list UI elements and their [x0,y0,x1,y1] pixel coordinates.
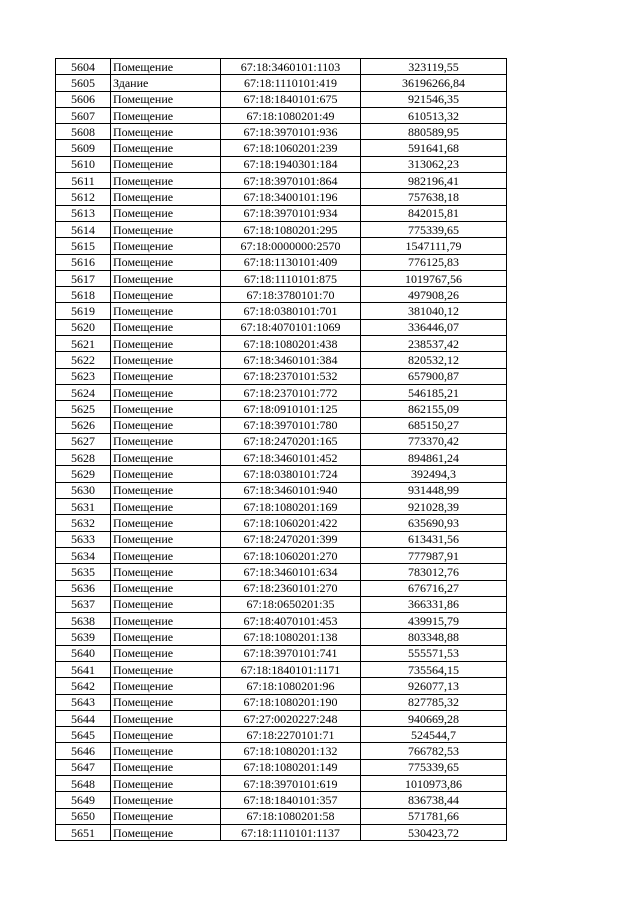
cadastral-value-cell: 676716,27 [361,580,507,596]
cadastral-value-cell: 880589,95 [361,124,507,140]
cadastral-value-cell: 36196266,84 [361,75,507,91]
object-type-cell: Помещение [111,303,221,319]
cadastral-value-cell: 336446,07 [361,319,507,335]
cadastral-value-cell: 783012,76 [361,564,507,580]
row-number-cell: 5649 [56,792,111,808]
cadastral-number-cell: 67:18:3460101:1103 [221,59,361,75]
cadastral-value-cell: 238537,42 [361,336,507,352]
object-type-cell: Помещение [111,824,221,840]
cadastral-number-cell: 67:27:0020227:248 [221,710,361,726]
cadastral-number-cell: 67:18:3460101:384 [221,352,361,368]
row-number-cell: 5651 [56,824,111,840]
row-number-cell: 5647 [56,759,111,775]
cadastral-number-cell: 67:18:2370101:532 [221,368,361,384]
cadastral-value-cell: 894861,24 [361,450,507,466]
cadastral-number-cell: 67:18:3460101:452 [221,450,361,466]
cadastral-value-cell: 766782,53 [361,743,507,759]
row-number-cell: 5633 [56,531,111,547]
cadastral-value-cell: 777987,91 [361,547,507,563]
object-type-cell: Помещение [111,433,221,449]
object-type-cell: Помещение [111,384,221,400]
cadastral-value-cell: 921028,39 [361,499,507,515]
table-row [56,59,507,75]
row-number-cell: 5604 [56,59,111,75]
row-number-cell: 5636 [56,580,111,596]
cadastral-number-cell: 67:18:3970101:864 [221,173,361,189]
cadastral-value-cell: 836738,44 [361,792,507,808]
table-row [56,678,507,694]
cadastral-number-cell: 67:18:1080201:138 [221,629,361,645]
cadastral-number-cell: 67:18:0380101:701 [221,303,361,319]
cadastral-number-cell: 67:18:1080201:149 [221,759,361,775]
table-row [56,450,507,466]
cadastral-number-cell: 67:18:1080201:132 [221,743,361,759]
row-number-cell: 5624 [56,384,111,400]
cadastral-number-cell: 67:18:0380101:724 [221,466,361,482]
table-row [56,303,507,319]
object-type-cell: Помещение [111,808,221,824]
object-type-cell: Помещение [111,368,221,384]
cadastral-number-cell: 67:18:0000000:2570 [221,238,361,254]
row-number-cell: 5629 [56,466,111,482]
cadastral-value-cell: 555571,53 [361,645,507,661]
table-row [56,205,507,221]
cadastral-value-cell: 820532,12 [361,352,507,368]
object-type-cell: Помещение [111,482,221,498]
row-number-cell: 5611 [56,173,111,189]
cadastral-value-cell: 735564,15 [361,661,507,677]
table-row [56,336,507,352]
table-row [56,466,507,482]
table-row [56,91,507,107]
object-type-cell: Помещение [111,173,221,189]
cadastral-number-cell: 67:18:1110101:875 [221,270,361,286]
object-type-cell: Помещение [111,238,221,254]
table-row [56,531,507,547]
cadastral-number-cell: 67:18:0650201:35 [221,596,361,612]
cadastral-number-cell: 67:18:1840101:675 [221,91,361,107]
object-type-cell: Помещение [111,792,221,808]
table-row [56,401,507,417]
cadastral-number-cell: 67:18:3970101:780 [221,417,361,433]
object-type-cell: Помещение [111,743,221,759]
row-number-cell: 5614 [56,221,111,237]
table-row [56,613,507,629]
cadastral-value-cell: 635690,93 [361,515,507,531]
cadastral-number-cell: 67:18:1080201:49 [221,107,361,123]
row-number-cell: 5606 [56,91,111,107]
object-type-cell: Помещение [111,531,221,547]
object-type-cell: Помещение [111,727,221,743]
table-row [56,417,507,433]
object-type-cell: Помещение [111,59,221,75]
row-number-cell: 5618 [56,287,111,303]
object-type-cell: Помещение [111,759,221,775]
object-type-cell: Помещение [111,564,221,580]
cadastral-number-cell: 67:18:3460101:940 [221,482,361,498]
cadastral-value-cell: 323119,55 [361,59,507,75]
cadastral-number-cell: 67:18:3970101:936 [221,124,361,140]
row-number-cell: 5635 [56,564,111,580]
object-type-cell: Помещение [111,401,221,417]
row-number-cell: 5607 [56,107,111,123]
object-type-cell: Помещение [111,140,221,156]
row-number-cell: 5637 [56,596,111,612]
cadastral-number-cell: 67:18:2270101:71 [221,727,361,743]
cadastral-value-cell: 685150,27 [361,417,507,433]
table-row [56,792,507,808]
row-number-cell: 5612 [56,189,111,205]
cadastral-value-cell: 776125,83 [361,254,507,270]
table-row [56,694,507,710]
cadastral-value-cell: 1547111,79 [361,238,507,254]
object-type-cell: Помещение [111,466,221,482]
row-number-cell: 5638 [56,613,111,629]
object-type-cell: Помещение [111,661,221,677]
cadastral-number-cell: 67:18:2360101:270 [221,580,361,596]
object-type-cell: Помещение [111,417,221,433]
row-number-cell: 5641 [56,661,111,677]
cadastral-value-cell: 546185,21 [361,384,507,400]
table-row [56,173,507,189]
table-row [56,254,507,270]
table-row [56,824,507,840]
cadastral-number-cell: 67:18:1130101:409 [221,254,361,270]
table-row [56,596,507,612]
object-type-cell: Помещение [111,450,221,466]
row-number-cell: 5613 [56,205,111,221]
cadastral-number-cell: 67:18:3970101:934 [221,205,361,221]
table-row [56,189,507,205]
cadastral-value-cell: 439915,79 [361,613,507,629]
cadastral-number-cell: 67:18:1060201:422 [221,515,361,531]
row-number-cell: 5645 [56,727,111,743]
table-row [56,156,507,172]
cadastral-number-cell: 67:18:1080201:438 [221,336,361,352]
cadastral-number-cell: 67:18:4070101:1069 [221,319,361,335]
object-type-cell: Помещение [111,156,221,172]
cadastral-value-cell: 530423,72 [361,824,507,840]
row-number-cell: 5626 [56,417,111,433]
cadastral-value-cell: 775339,65 [361,759,507,775]
row-number-cell: 5632 [56,515,111,531]
table-row [56,352,507,368]
cadastral-number-cell: 67:18:3780101:70 [221,287,361,303]
cadastral-number-cell: 67:18:1940301:184 [221,156,361,172]
row-number-cell: 5644 [56,710,111,726]
object-type-cell: Помещение [111,221,221,237]
cadastral-value-cell: 524544,7 [361,727,507,743]
object-type-cell: Помещение [111,515,221,531]
row-number-cell: 5634 [56,547,111,563]
table-row [56,661,507,677]
row-number-cell: 5650 [56,808,111,824]
cadastral-value-cell: 497908,26 [361,287,507,303]
cadastral-number-cell: 67:18:1060201:270 [221,547,361,563]
cadastral-value-cell: 610513,32 [361,107,507,123]
table-row [56,384,507,400]
cadastral-value-cell: 381040,12 [361,303,507,319]
row-number-cell: 5616 [56,254,111,270]
cadastral-value-cell: 926077,13 [361,678,507,694]
table-row [56,710,507,726]
row-number-cell: 5622 [56,352,111,368]
object-type-cell: Здание [111,75,221,91]
cadastral-number-cell: 67:18:0910101:125 [221,401,361,417]
cadastral-number-cell: 67:18:1080201:295 [221,221,361,237]
table-row [56,433,507,449]
table-row [56,124,507,140]
cadastral-value-cell: 940669,28 [361,710,507,726]
object-type-cell: Помещение [111,710,221,726]
object-type-cell: Помещение [111,319,221,335]
cadastral-value-cell: 862155,09 [361,401,507,417]
row-number-cell: 5625 [56,401,111,417]
object-type-cell: Помещение [111,613,221,629]
cadastral-number-cell: 67:18:4070101:453 [221,613,361,629]
row-number-cell: 5620 [56,319,111,335]
cadastral-number-cell: 67:18:3400101:196 [221,189,361,205]
row-number-cell: 5621 [56,336,111,352]
cadastral-number-cell: 67:18:1840101:357 [221,792,361,808]
row-number-cell: 5610 [56,156,111,172]
table-row [56,75,507,91]
table-row [56,808,507,824]
object-type-cell: Помещение [111,776,221,792]
object-type-cell: Помещение [111,352,221,368]
cadastral-value-cell: 921546,35 [361,91,507,107]
cadastral-number-cell: 67:18:1110101:1137 [221,824,361,840]
table-row [56,564,507,580]
row-number-cell: 5630 [56,482,111,498]
table-row [56,221,507,237]
cadastral-value-cell: 775339,65 [361,221,507,237]
table-row [56,547,507,563]
row-number-cell: 5631 [56,499,111,515]
object-type-cell: Помещение [111,336,221,352]
table-row [56,743,507,759]
cadastral-number-cell: 67:18:3460101:634 [221,564,361,580]
row-number-cell: 5623 [56,368,111,384]
object-type-cell: Помещение [111,124,221,140]
cadastral-value-cell: 982196,41 [361,173,507,189]
row-number-cell: 5628 [56,450,111,466]
cadastral-number-cell: 67:18:1110101:419 [221,75,361,91]
row-number-cell: 5648 [56,776,111,792]
cadastral-number-cell: 67:18:1060201:239 [221,140,361,156]
cadastral-value-cell: 1010973,86 [361,776,507,792]
cadastral-value-cell: 827785,32 [361,694,507,710]
row-number-cell: 5615 [56,238,111,254]
table-row [56,287,507,303]
cadastral-number-cell: 67:18:1080201:58 [221,808,361,824]
cadastral-value-cell: 613431,56 [361,531,507,547]
object-type-cell: Помещение [111,645,221,661]
row-number-cell: 5605 [56,75,111,91]
row-number-cell: 5642 [56,678,111,694]
cadastral-value-cell: 657900,87 [361,368,507,384]
table-row [56,368,507,384]
table-row [56,515,507,531]
cadastral-value-cell: 803348,88 [361,629,507,645]
object-type-cell: Помещение [111,254,221,270]
row-number-cell: 5639 [56,629,111,645]
cadastral-number-cell: 67:18:1080201:190 [221,694,361,710]
row-number-cell: 5608 [56,124,111,140]
row-number-cell: 5643 [56,694,111,710]
table-row [56,482,507,498]
cadastral-number-cell: 67:18:1080201:96 [221,678,361,694]
object-type-cell: Помещение [111,629,221,645]
object-type-cell: Помещение [111,287,221,303]
row-number-cell: 5619 [56,303,111,319]
cadastral-value-cell: 313062,23 [361,156,507,172]
cadastral-value-cell: 773370,42 [361,433,507,449]
object-type-cell: Помещение [111,91,221,107]
table-body [56,59,507,841]
table-row [56,319,507,335]
table-row [56,499,507,515]
cadastral-value-cell: 591641,68 [361,140,507,156]
object-type-cell: Помещение [111,499,221,515]
row-number-cell: 5609 [56,140,111,156]
object-type-cell: Помещение [111,107,221,123]
cadastral-value-cell: 366331,86 [361,596,507,612]
cadastral-number-cell: 67:18:2370101:772 [221,384,361,400]
table-row [56,238,507,254]
object-type-cell: Помещение [111,580,221,596]
table-row [56,270,507,286]
cadastral-value-cell: 842015,81 [361,205,507,221]
cadastral-number-cell: 67:18:1080201:169 [221,499,361,515]
cadastral-number-cell: 67:18:3970101:741 [221,645,361,661]
cadastral-value-cell: 757638,18 [361,189,507,205]
row-number-cell: 5617 [56,270,111,286]
cadastral-value-cell: 1019767,56 [361,270,507,286]
table-row [56,629,507,645]
object-type-cell: Помещение [111,270,221,286]
cadastral-value-table [55,58,507,841]
table-row [56,727,507,743]
cadastral-number-cell: 67:18:3970101:619 [221,776,361,792]
table-row [56,645,507,661]
object-type-cell: Помещение [111,189,221,205]
table-row [56,776,507,792]
cadastral-number-cell: 67:18:2470201:399 [221,531,361,547]
table-row [56,580,507,596]
table-row [56,107,507,123]
cadastral-value-cell: 392494,3 [361,466,507,482]
object-type-cell: Помещение [111,678,221,694]
cadastral-number-cell: 67:18:2470201:165 [221,433,361,449]
object-type-cell: Помещение [111,547,221,563]
row-number-cell: 5646 [56,743,111,759]
object-type-cell: Помещение [111,694,221,710]
object-type-cell: Помещение [111,205,221,221]
object-type-cell: Помещение [111,596,221,612]
row-number-cell: 5627 [56,433,111,449]
row-number-cell: 5640 [56,645,111,661]
table-row [56,759,507,775]
cadastral-value-cell: 571781,66 [361,808,507,824]
cadastral-number-cell: 67:18:1840101:1171 [221,661,361,677]
table-row [56,140,507,156]
cadastral-value-cell: 931448,99 [361,482,507,498]
